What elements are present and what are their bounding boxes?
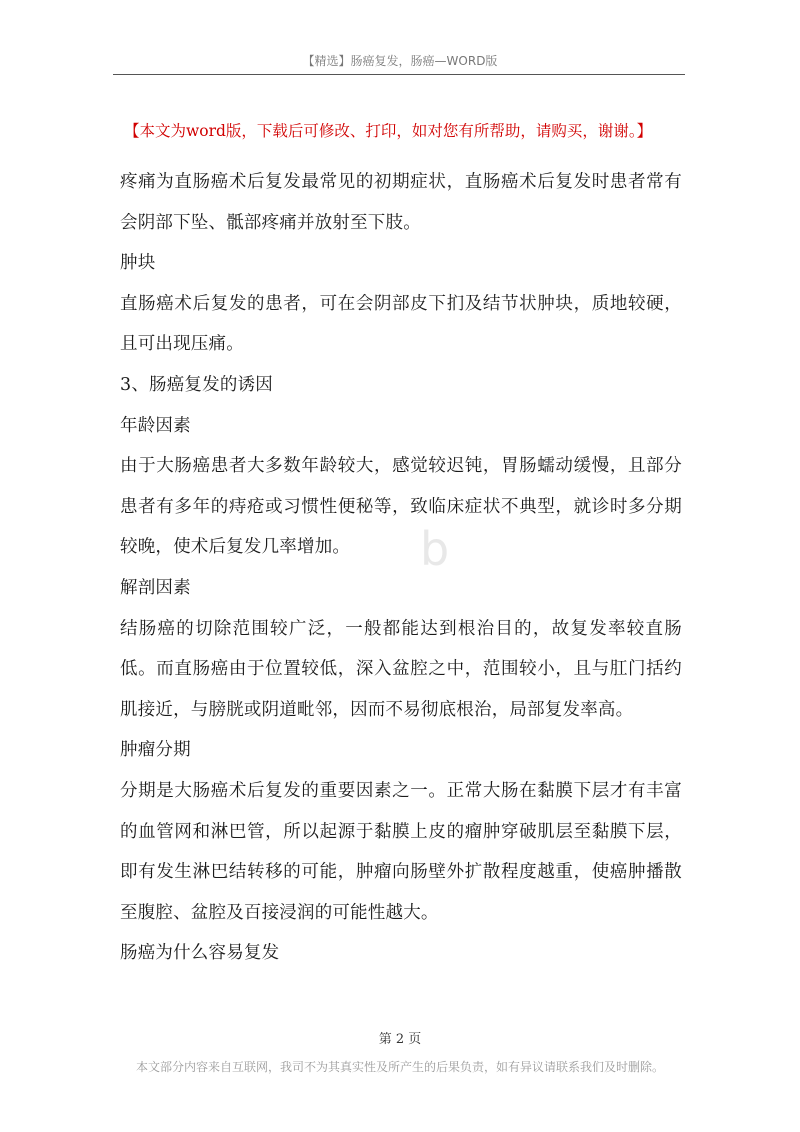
site-watermark: b: [420, 522, 451, 576]
page-header: 【精选】肠癌复发，肠癌—WORD版: [302, 54, 498, 68]
header-divider: [113, 74, 685, 75]
paragraph-age-factor: 由于大肠癌患者大多数年龄较大，感觉较迟钝，胃肠蠕动缓慢，且部分患者有多年的痔疮或习惯性便秘等，致临床症状不典型，就诊时多分期较晚，使术后复发几率增加。: [120, 456, 682, 558]
paragraph-anatomy-factor: 结肠癌的切除范围较广泛，一般都能达到根治目的，故复发率较直肠低。而直肠癌由于位置较低，深入盆腔之中，范围较小，且与肛门括约肌接近，与膀胱或阴道毗邻，因而不易彻底根治，局部复发率高。: [120, 618, 682, 720]
heading-age-factor: 年龄因素: [120, 415, 191, 436]
paragraph-pain-symptom: 疼痛为直肠癌术后复发最常见的初期症状，直肠癌术后复发时患者常有会阴部下坠、骶部疼痛并放射至下肢。: [120, 172, 682, 233]
heading-recurrence-causes: 3、肠癌复发的诱因: [120, 374, 273, 395]
page-number: 第 2 页: [378, 1032, 422, 1047]
page-footer-disclaimer: 本文部分内容来自互联网，我司不为其真实性及所产生的后果负责，如有异议请联系我们及时删除。: [135, 1060, 664, 1074]
heading-why-recurrence: 肠癌为什么容易复发: [120, 943, 280, 964]
heading-mass: 肿块: [120, 253, 156, 274]
heading-anatomy-factor: 解剖因素: [120, 577, 191, 598]
paragraph-tumor-staging: 分期是大肠癌术后复发的重要因素之一。正常大肠在黏膜下层才有丰富的血管网和淋巴管，所以起源于黏膜上皮的瘤肿穿破肌层至黏膜下层，即有发生淋巴结转移的可能，肿瘤向肠壁外扩散程度越重，使癌肿播散至腹腔、盆腔及百接浸润的可能性越大。: [120, 780, 682, 923]
paragraph-mass: 直肠癌术后复发的患者，可在会阴部皮下扪及结节状肿块，质地较硬，且可出现压痛。: [120, 293, 682, 355]
document-body: [120, 162, 682, 974]
word-version-notice: 【本文为word版，下载后可修改、打印，如对您有所帮助，请购买，谢谢。】: [124, 122, 653, 140]
heading-tumor-staging: 肿瘤分期: [120, 740, 191, 761]
